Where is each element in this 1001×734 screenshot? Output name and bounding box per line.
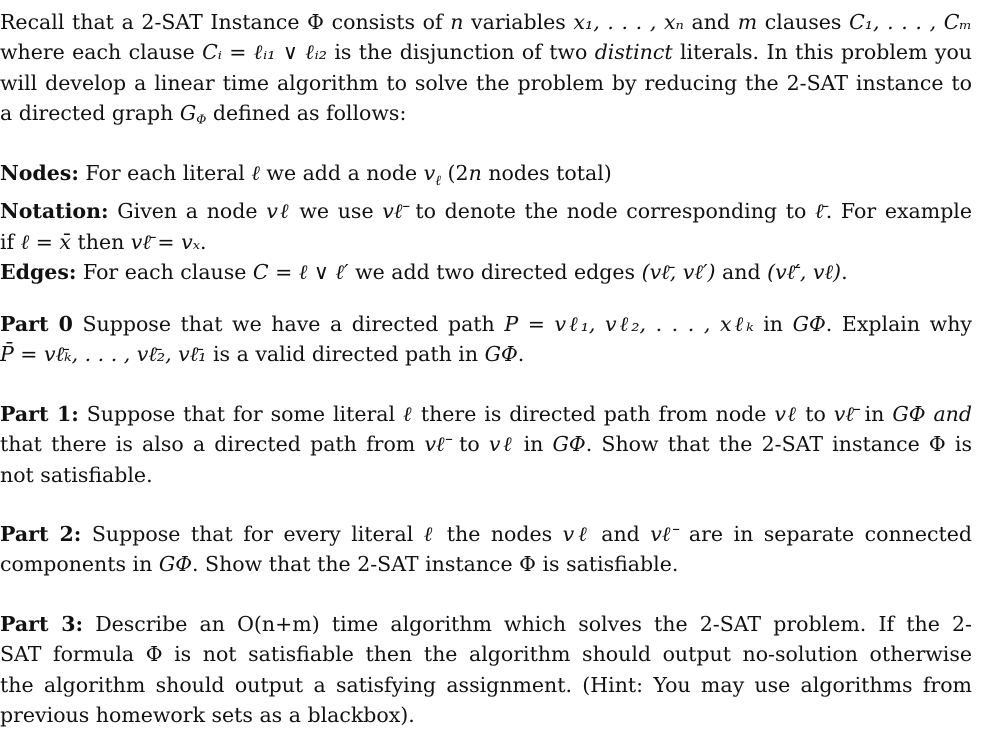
part-2-line-2: components in GΦ. Show that the 2-SAT instance Φ is satisfiable. <box>0 552 679 577</box>
part-1-line-2: that there is also a directed path from vℓ̄ to vℓ in GΦ. Show that the 2-SAT instance Φ is <box>0 432 973 457</box>
notation-definition: Notation: Given a node vℓ we use vℓ̄ to denote the node corresponding to ℓ̄. For example <box>0 199 972 224</box>
intro-line-2: where each clause Cᵢ = ℓᵢ₁ ∨ ℓᵢ₂ is the disjunction of two distinct literals. In this problem you <box>0 40 972 65</box>
nodes-definition: Nodes: For each literal ℓ we add a node $v_\ell$ (2n nodes total) <box>0 161 612 189</box>
part-2-line-1: Part 2: Suppose that for every literal ℓ the nodes vℓ and vℓ̄ are in separate connected <box>0 522 972 546</box>
intro-line-4: a directed graph GΦ defined as follows: <box>0 101 407 127</box>
part-0 <box>0 309 972 370</box>
part-3-line-3: the algorithm should output a satisfying assignment. (Hint: You may use algorithms from <box>0 672 972 697</box>
part-1-line-3: not satisfiable. <box>0 462 153 487</box>
intro-paragraph <box>0 7 972 135</box>
edges-definition: Edges: For each clause C = ℓ ∨ ℓ′ we add two directed edges (vℓ̄, vℓ′) and (vℓ̄′, vℓ). <box>0 260 848 285</box>
part-3 <box>0 609 972 731</box>
notation-example: if ℓ = x̄ then vℓ̄ = vₓ. <box>0 229 207 254</box>
intro-line-3: will develop a linear time algorithm to solve the problem by reducing the 2-SAT instance to <box>0 70 972 95</box>
part-1 <box>0 399 972 490</box>
part-1-line-1: Part 1: Suppose that for some literal ℓ there is directed path from node vℓ to vℓ̄ in GΦ and <box>0 402 972 426</box>
part-0-line-2: P̄ = vℓ̄ₖ, . . . , vℓ̄₂, vℓ̄₁ is a valid directed path in GΦ. <box>0 342 525 367</box>
part-3-line-1: Part 3: Describe an O(n+m) time algorithm which solves the 2-SAT problem. If the 2- <box>0 612 972 636</box>
intro-line-1: Recall that a 2-SAT Instance Φ consists of n variables x₁, . . . , xₙ and m clauses C₁, . . . , Cₘ <box>0 10 973 34</box>
part-3-line-4: previous homework sets as a blackbox). <box>0 703 415 728</box>
part-0-line-1: Part 0 Suppose that we have a directed path P = vℓ₁, vℓ₂, . . . , xℓₖ in GΦ. Explain why <box>0 312 972 336</box>
part-2 <box>0 519 972 580</box>
part-3-line-2: SAT formula Φ is not satisfiable then the algorithm should output no-solution otherwise <box>0 642 972 667</box>
definitions-block <box>0 158 972 288</box>
